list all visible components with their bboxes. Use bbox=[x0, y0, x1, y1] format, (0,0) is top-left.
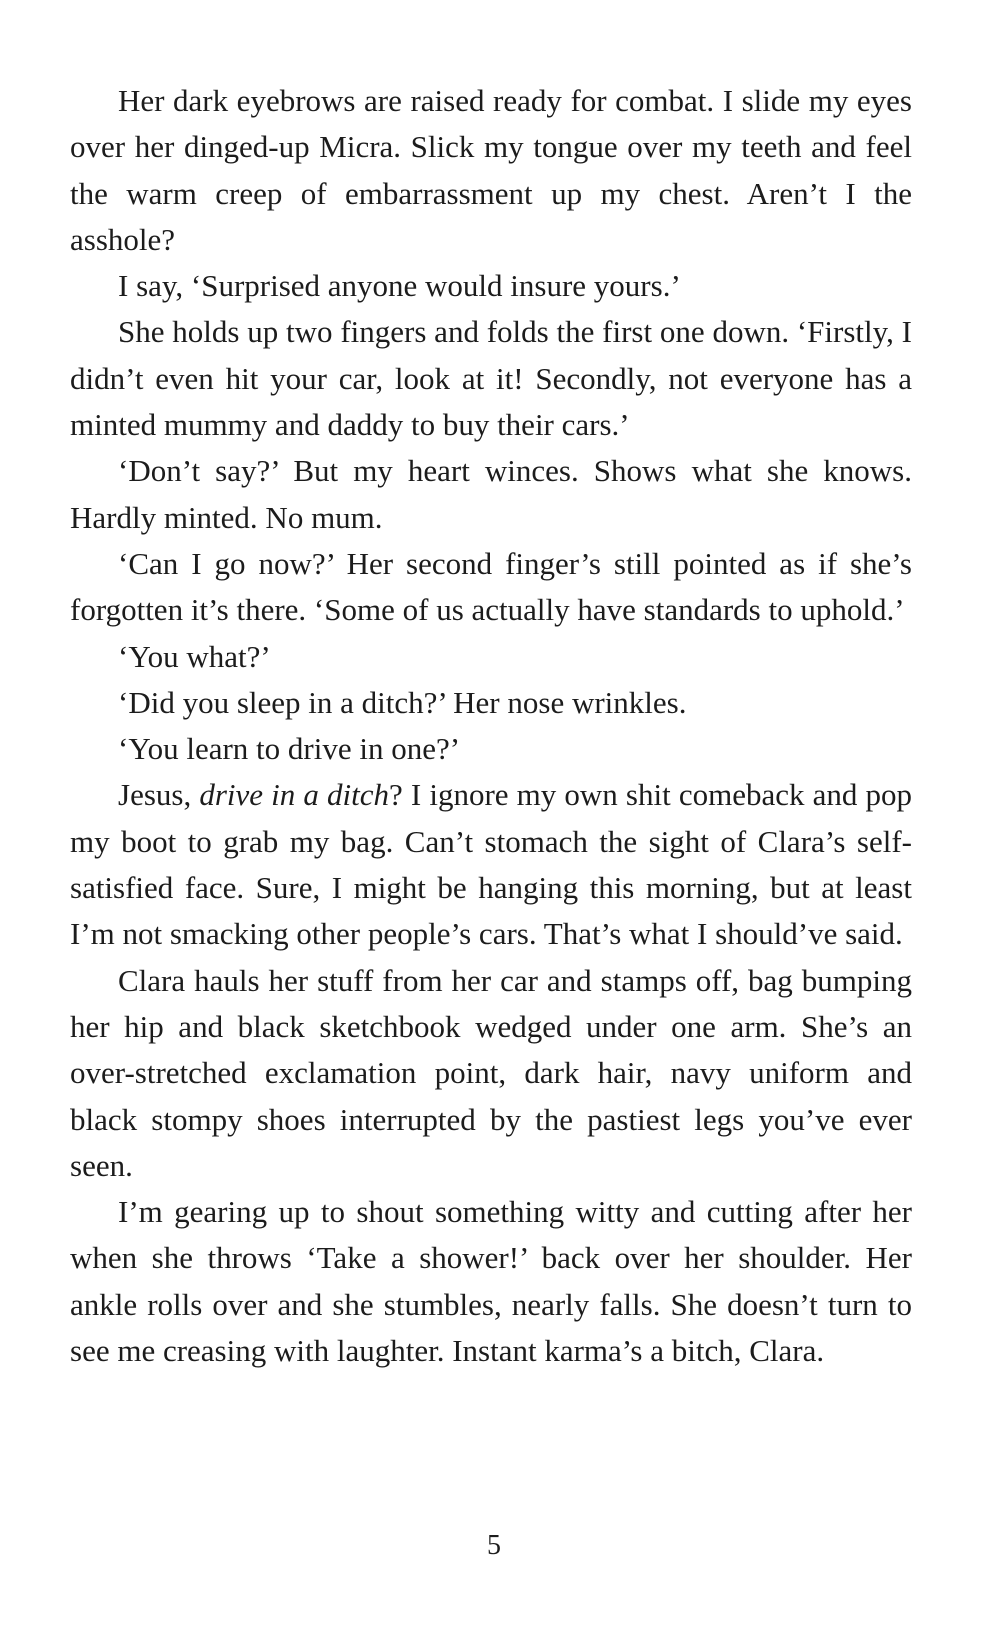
paragraph: ‘You what?’ bbox=[118, 638, 271, 674]
paragraph: Her dark eyebrows are raised ready for combat. I slide my eyes over her dinged-up Micra. Slick my tongue over my teeth and feel the warm creep of embarrassment up my chest. Aren’t I the asshole? bbox=[70, 83, 912, 257]
paragraph: Clara hauls her stuff from her car and stamps off, bag bumping her hip and black sketchbook wedged under one arm. She’s an over-stretched exclamation point, dark hair, navy uniform and black stompy shoes interrupted by the pastiest legs you’ve ever seen. bbox=[70, 962, 912, 1183]
paragraph-text: ? I ignore my own shit comeback and pop my boot to grab my bag. Can’t stomach the sight of Clara’s self-satisfied face. Sure, I might be hanging this morning, but at least I’m not smacking other people’s cars. That’s what I should’ve said. bbox=[70, 777, 912, 952]
paragraph: I’m gearing up to shout something witty and cutting after her when she throws ‘Take a shower!’ back over her shoulder. Her ankle rolls over and she stumbles, nearly falls. She doesn’t turn to see me creasing with laughter. Instant karma’s a bitch, Clara. bbox=[70, 1194, 912, 1369]
paragraph: ‘Did you sleep in a ditch?’ Her nose wrinkles. bbox=[118, 684, 687, 720]
page-number: 5 bbox=[487, 1530, 501, 1561]
paragraph: ‘You learn to drive in one?’ bbox=[118, 731, 461, 767]
paragraph: ‘Can I go now?’ Her second finger’s still pointed as if she’s forgotten it’s there. ‘Some of us actually have standards to uphold.’ bbox=[70, 545, 912, 628]
paragraph: I say, ‘Surprised anyone would insure yours.’ bbox=[118, 268, 681, 304]
paragraph-text: Jesus, bbox=[118, 777, 200, 813]
paragraph: She holds up two fingers and folds the first one down. ‘Firstly, I didn’t even hit your car, look at it! Secondly, not everyone has a minted mummy and daddy to buy their cars.’ bbox=[70, 314, 912, 443]
paragraph: ‘Don’t say?’ But my heart winces. Shows what she knows. Hardly minted. No mum. bbox=[70, 453, 912, 535]
italic-phrase: drive in a ditch bbox=[199, 777, 389, 813]
paragraph bbox=[70, 772, 912, 957]
body-text bbox=[70, 78, 912, 1374]
